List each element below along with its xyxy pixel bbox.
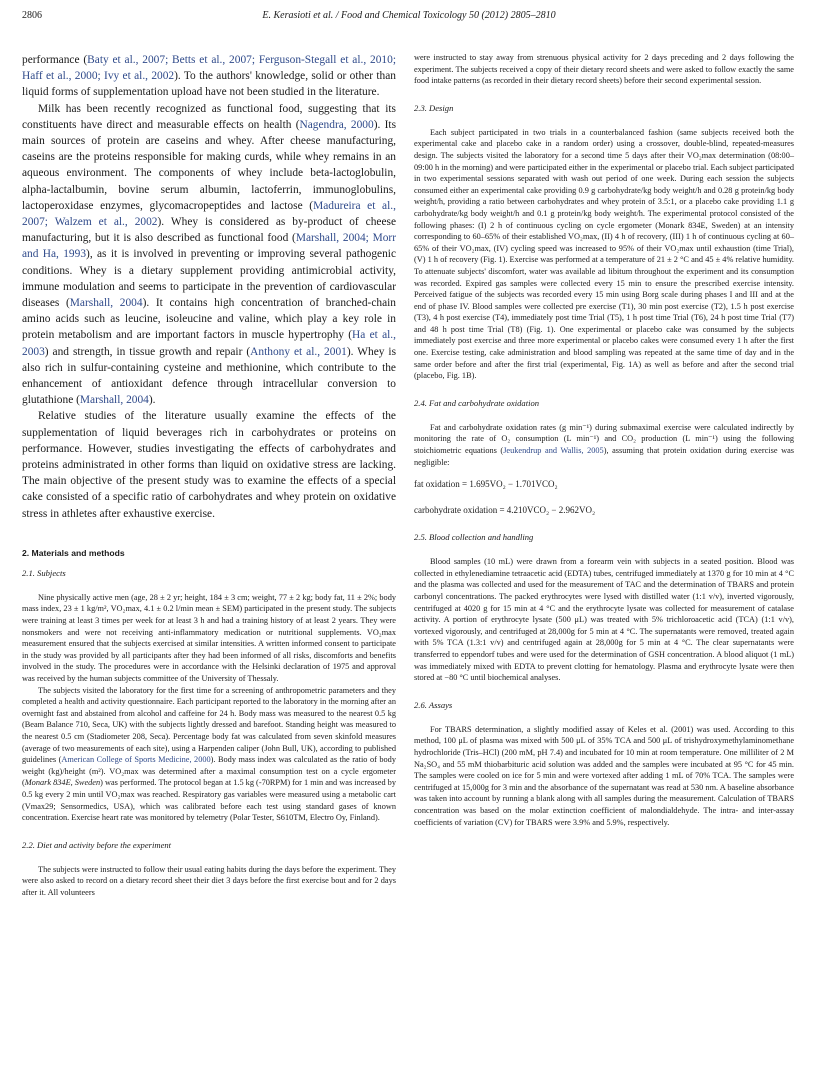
citation-link[interactable]: Jeukendrup and Wallis, 2005 <box>503 446 604 456</box>
citation-link[interactable]: Ha et al., 2003 <box>22 329 396 358</box>
citation-link[interactable]: Marshall, 2004 <box>79 394 149 407</box>
subsection-heading-blood: 2.5. Blood collection and handling <box>414 532 534 543</box>
subsection-heading-diet: 2.2. Diet and activity before the experiment <box>22 839 172 850</box>
citation-link[interactable]: Marshall, 2004 <box>69 297 143 310</box>
paragraph-blood: Blood samples (10 mL) were drawn from a forearm vein with subjects in a seated position. Blood was collected in ethylenediamine tetraacetic acid (EDTA) tubes, centrifuged immediately at 1370 g for 10 min at 4 °C and the plasma was collected and used for the measurement of TAC and the determination of TBARS and protein carbonyl concentrations. The packed erythrocytes were lysed with distilled water (1:1 v/v), inverted vigorously, centrifuged at 4020 g for 15 min at 4 °C and the erythrocyte lysate was collected for measurement of catalase activity. A portion of erythrocyte lysate (500 μL) was treated with 5% trichloroacetic acid (TCA) (1:1 v/v), vortexed vigorously, and centrifuged at 28,000g for 5 min at 4 °C. The supernatants were removed, treated again with 5% TCA (1.3:1 v/v) and centrifuged again at 28,000g for 5 min at 4 °C. The clear supernatants were transferred to eppendorf tubes and were used for the determination of GSH concentration. A blood aliquot (1 mL) was immediately mixed with EDTA to prevent clotting for hematology. Plasma and erythrocyte lysate were then stored at −80 °C until biochemical analyses. <box>414 557 794 683</box>
left-column <box>22 52 396 899</box>
subsection-heading-oxidation: 2.4. Fat and carbohydrate oxidation <box>414 397 540 408</box>
right-column <box>414 52 794 828</box>
citation-link[interactable]: Anthony et al., 2001 <box>250 345 347 358</box>
paragraph-screening: The subjects visited the laboratory for the first time for a screening of anthropometric parameters and they completed a health and activity questionnaire. Each participant reported to the laboratory in the morning after an overnight fast and abstained from alcohol and caffeine for 24 h. Body mass was measured to the nearest 0.5 kg (Beam Balance 710, Seca, UK) with the subjects lightly dressed and barefoot. Standing height was measured to the nearest 0.5 cm (Stadiometer 208, Seca). Percentage body fat was calculated from seven skinfold measures (average of two measurements of each site), using a Harpenden caliper (John Bull, UK), according to published guidelines (American College of Sports Medicine, 2000). Body mass index was calculated as the ratio of body weight (kg)/height (m²). VO₂max was determined after a maximal consumption test on a cycle ergometer (Monark 834E, Sweden) was performed. The protocol began at 1.5 kg (-70RPM) for 1 min and was increased by 0.5 kg every 2 min until VO₂max was reached. Respiratory gas variables were measured using a metabolic cart (Vmax29; Sensormedics, USA), which was calibrated before each test using standard gases of known concentration. Exercise heart rate was monitored by telemetry (Polar Tester, S610TM, Electro Oy, Finland). <box>22 685 396 823</box>
paragraph-milk: Milk has been recently recognized as functional food, suggesting that its constituents have direct and measurable effects on health (Nagendra, 2000). Its main sources of protein are caseins and whey. After cheese manufacturing, caseins are the proteins responsible for making curds, while whey remains in an aqueous environment. The components of whey include beta-lactoglobulin, alpha-lactalbumin, bovine serum albumin, lactoferrin, immunoglobulins, lactoperoxidase enzymes, glycomacropeptides and lactose (Madureira et al., 2007; Walzem et al., 2002). Whey is considered as by-product of cheese manufacturing, but it is also described as functional food (Marshall, 2004; Morr and Ha, 1993), as it is involved in preventing or improving several pathogenic conditions. Whey is a dietary supplement providing antimicrobial activity, immune modulation and seems to participate in the prevention of cardiovascular diseases (Marshall, 2004). It contains high concentration of branched-chain amino acids such as leucine, isoleucine and valine, which play a key role in protein metabolism and are important factors in muscle hypertrophy (Ha et al., 2003) and strength, in tissue growth and repair (Anthony et al., 2001). Whey is also rich in sulfur-containing cysteine and methionine, which contribute to the enhancement of antioxidant defence through intracellular conversion to glutathione (Marshall, 2004). <box>22 102 397 407</box>
section-heading-materials-methods: 2. Materials and methods <box>22 547 125 558</box>
paragraph-assays: For TBARS determination, a slightly modified assay of Keles et al. (2001) was used. According to this method, 100 μL of plasma was mixed with 500 μL of 35% TCA and 500 μL of trishydroxymethylaminomethane hydrochloride (Tris–HCl) (200 mM, pH 7.4) and incubated for 10 min at room temperature. One milliliter of 2 M Na₂SO₄ and 55 mM thiobarbituric acid solution was added and the samples were incubated at 95 °C for 45 min. The samples were cooled on ice for 5 min and were vortexed after adding 1 mL of 70% TCA. The samples were centrifuged at 15,000g for 3 min and the absorbance of the supernatant was read at 530 nm. A baseline absorbance was taken into account by running a blank along with all samples during the measurement. Calculation of TBARS concentration was based on the molar extinction coefficient of malondialdehyde. The intra- and inter-assay coefficients of variation (CV) for TBARS were 3.9% and 5.9%, respectively. <box>414 724 794 827</box>
citation-link[interactable]: Baty et al., 2007; Betts et al., 2007; Ferguson-Stegall et al., 2010; Haff et al., 2000; Ivy et al., 2002 <box>22 54 396 83</box>
paragraph-intro-end: performance (Baty et al., 2007; Betts et al., 2007; Ferguson-Stegall et al., 2010; Haff et al., 2000; Ivy et al., 2002). To the authors' knowledge, solid or other than liquid forms of supplementation upload have not been studied in the literature. <box>22 54 396 99</box>
citation-link[interactable]: Marshall, 2004; Morr and Ha, 1993 <box>22 232 396 261</box>
paragraph-design: Each subject participated in two trials in a counterbalanced fashion (same subjects received both the experimental cake and placebo cake in a random order) using a crossover, double-blind, repeated-measures design. The subjects visited the laboratory for a second time 5 days after their VO₂max determination (08:00–09:00 h in the morning) and were participated either in the experimental or placebo trial. Each subject participated in two experimental sessions separated with wash out period of one week. During each session the subjects consumed either an experimental cake providing 0.9 g carbohydrate/kg body weight/h and 0.28 g protein/kg body weight/h, providing a ratio between carbohydrates and whey protein of 3.5:1, or a placebo cake providing 1.1 g carbohydrate/kg body weight/h and 0.1 g protein/kg body weight/h. The experimental protocol consisted of the following phases: (I) 2 h of continuous cycling on cycle ergometer (Monark 834E, Sweden) at an intensity corresponding to 60–65% of their established VO₂max, (II) 4 h of recovery, (III) 1 h of continuous cycling at 60–65% of their VO₂max, (IV) cycling speed was increased to 95% of their VO₂max until exhaustion (time Trial), (V) 1 h of recovery (Fig. 1). Exercise was performed at a temperature of 21 ± 2 °C and 45 ± 4% relative humidity. To attenuate subjects' discomfort, water was available ad libitum throughout the experiment and its consumption was recorded. Expired gas samples were collected every 15 min to ensure the prescribed exercise intensity. Perceived fatigue of the subjects was recorded every 15 min using Borg scale during phases I and III and at the end of phase IV. Blood samples were collected pre exercise (T1), 30 min post exercise (T2), 1.5 h post exercise (T3), 4 h post exercise (T4), immediately post time Trial (T5), 1 h post time Trial (T6), 24 h post time Trial (T7) and 48 h post time Trial (T8) (Fig. 1). One experimental or placebo cake was consumed by the subjects immediately post exercise and three more experimental or placebo cakes were consumed every 1 h after the first one. Exercise testing, cake administration and blood sampling was repeated at the same time of day and in the same order before and after the first trial (experimental, Fig. 1A) as well as before and after the second trial (placebo, Fig. 1B). <box>414 127 794 381</box>
paragraph-diet-continued: were instructed to stay away from strenuous physical activity for 2 days preceding and 2 days following the experiment. The subjects received a copy of their dietary record sheets and were asked to follow exactly the same food intake patterns (as recorded in their dietary record sheets) before their second experimental session. <box>414 53 794 86</box>
subsection-heading-design: 2.3. Design <box>414 102 454 113</box>
subsection-heading-subjects: 2.1. Subjects <box>22 567 66 578</box>
journal-citation: E. Kerasioti et al. / Food and Chemical Toxicology 50 (2012) 2805–2810 <box>262 10 556 21</box>
running-header <box>0 10 818 28</box>
paragraph-subjects: Nine physically active men (age, 28 ± 2 yr; height, 184 ± 3 cm; weight, 77 ± 2 kg; body fat, 11 ± 2%; body mass index, 23 ± 1 kg/m², VO₂max, 4.1 ± 0.2 l/min mean ± SEM) participated in the present study. The subjects were training at least 3 times per week for at least 3 h and had a training history of at least 2 years. They were nonsmokers and were not receiving anti-inflammatory medication or nutritional supplements. VO₂max measurement ensured that the subjects exercised at similar intensities. A written informed consent to participate in the study was provided by all participants after they had been informed of all risks, discomforts and benefits involved in the study. The procedures were in accordance with the Helsinki declaration of 1975 and approval was received by the human subjects committee of the University of Thessaly. <box>22 592 396 684</box>
page-number: 2806 <box>22 10 42 21</box>
paragraph-objective: Relative studies of the literature usually examine the effects of the supplementation of liquid beverages rich in carbohydrates or proteins on performance. However, studies investigating the effects of carbohydrates and proteins administrated in other forms than liquid on oxidative stress are lacking. The main objective of the present study was to examine the effects of a special cake consisted of a specific ratio of carbohydrates and whey protein on oxidative stress in athletes after exhaustive exercise. <box>22 410 396 520</box>
equation-fat-oxidation: fat oxidation = 1.695VO₂ − 1.701VCO₂ <box>414 479 558 490</box>
citation-link[interactable]: Madureira et al., 2007; Walzem et al., 2002 <box>22 199 396 229</box>
citation-link[interactable]: American College of Sports Medicine, 2000 <box>61 755 211 765</box>
subsection-heading-assays: 2.6. Assays <box>414 699 453 710</box>
paragraph-diet: The subjects were instructed to follow their usual eating habits during the days before the experiment. They were also asked to record on a dietary record sheet their diet 3 days before the first exercise bout and for 2 days after it. All volunteers <box>22 864 396 897</box>
citation-link[interactable]: Nagendra, 2000 <box>299 118 374 131</box>
paragraph-oxidation: Fat and carbohydrate oxidation rates (g min⁻¹) during submaximal exercise were calculated indirectly by monitoring the rate of O₂ consumption (L min⁻¹) and CO₂ production (L min⁻¹) using the following stoichiometric equations (Jeukendrup and Wallis, 2005), assuming that protein oxidation during exercise was negligible: <box>414 422 794 467</box>
equation-carbohydrate-oxidation: carbohydrate oxidation = 4.210VCO₂ − 2.962VO₂ <box>414 505 596 516</box>
